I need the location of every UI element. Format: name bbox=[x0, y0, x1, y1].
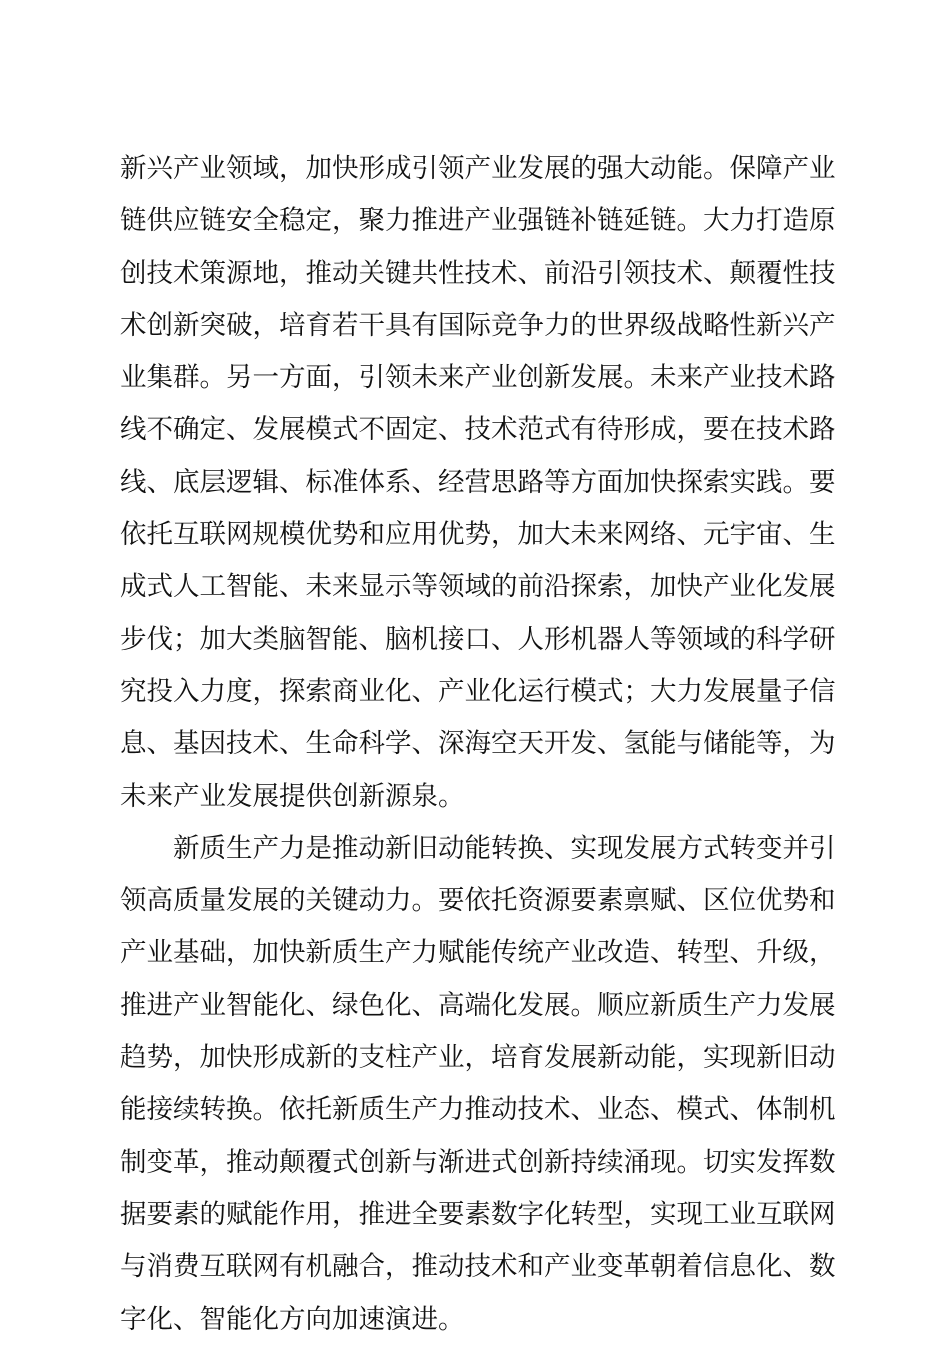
paragraph-line: 制变革，推动颠覆式创新与渐进式创新持续涌现。切实发挥数 bbox=[120, 1146, 836, 1178]
paragraph-line: 依托互联网规模优势和应用优势，加大未来网络、元宇宙、生 bbox=[120, 519, 836, 551]
paragraph-line: 推进产业智能化、绿色化、高端化发展。顺应新质生产力发展 bbox=[120, 989, 836, 1021]
paragraph-line: 新兴产业领域，加快形成引领产业发展的强大动能。保障产业 bbox=[120, 153, 836, 184]
paragraph-line: 未来产业发展提供创新源泉。 bbox=[120, 780, 465, 812]
paragraph-line: 字化、智能化方向加速演进。 bbox=[120, 1303, 465, 1335]
paragraph-1 bbox=[120, 143, 836, 823]
paragraph-line: 线不确定、发展模式不固定、技术范式有待形成，要在技术路 bbox=[120, 414, 836, 446]
paragraph-line: 线、底层逻辑、标准体系、经营思路等方面加快探索实践。要 bbox=[120, 466, 836, 498]
paragraph-line: 创技术策源地，推动关键共性技术、前沿引领技术、颠覆性技 bbox=[120, 257, 836, 289]
paragraph-line: 与消费互联网有机融合，推动技术和产业变革朝着信息化、数 bbox=[120, 1251, 836, 1283]
paragraph-line: 领高质量发展的关键动力。要依托资源要素禀赋、区位优势和 bbox=[120, 885, 836, 917]
paragraph-line: 业集群。另一方面，引领未来产业创新发展。未来产业技术路 bbox=[120, 362, 836, 394]
paragraph-2 bbox=[120, 823, 836, 1346]
paragraph-line: 究投入力度，探索商业化、产业化运行模式；大力发展量子信 bbox=[120, 675, 836, 707]
paragraph-line: 息、基因技术、生命科学、深海空天开发、氢能与储能等，为 bbox=[120, 728, 836, 760]
paragraph-line: 据要素的赋能作用，推进全要素数字化转型，实现工业互联网 bbox=[120, 1198, 836, 1230]
paragraph-line: 产业基础，加快新质生产力赋能传统产业改造、转型、升级， bbox=[120, 937, 836, 969]
paragraph-line: 步伐；加大类脑智能、脑机接口、人形机器人等领域的科学研 bbox=[120, 623, 836, 655]
paragraph-line: 趋势，加快形成新的支柱产业，培育发展新动能，实现新旧动 bbox=[120, 1042, 836, 1074]
paragraph-line-indented: 新质生产力是推动新旧动能转换、实现发展方式转变并引 bbox=[173, 832, 836, 864]
paragraph-line: 链供应链安全稳定，聚力推进产业强链补链延链。大力打造原 bbox=[120, 205, 836, 237]
paragraph-line: 术创新突破，培育若干具有国际竞争力的世界级战略性新兴产 bbox=[120, 309, 836, 341]
document-body bbox=[120, 143, 836, 1346]
paragraph-line: 能接续转换。依托新质生产力推动技术、业态、模式、体制机 bbox=[120, 1094, 836, 1126]
paragraph-line: 成式人工智能、未来显示等领域的前沿探索，加快产业化发展 bbox=[120, 571, 836, 603]
